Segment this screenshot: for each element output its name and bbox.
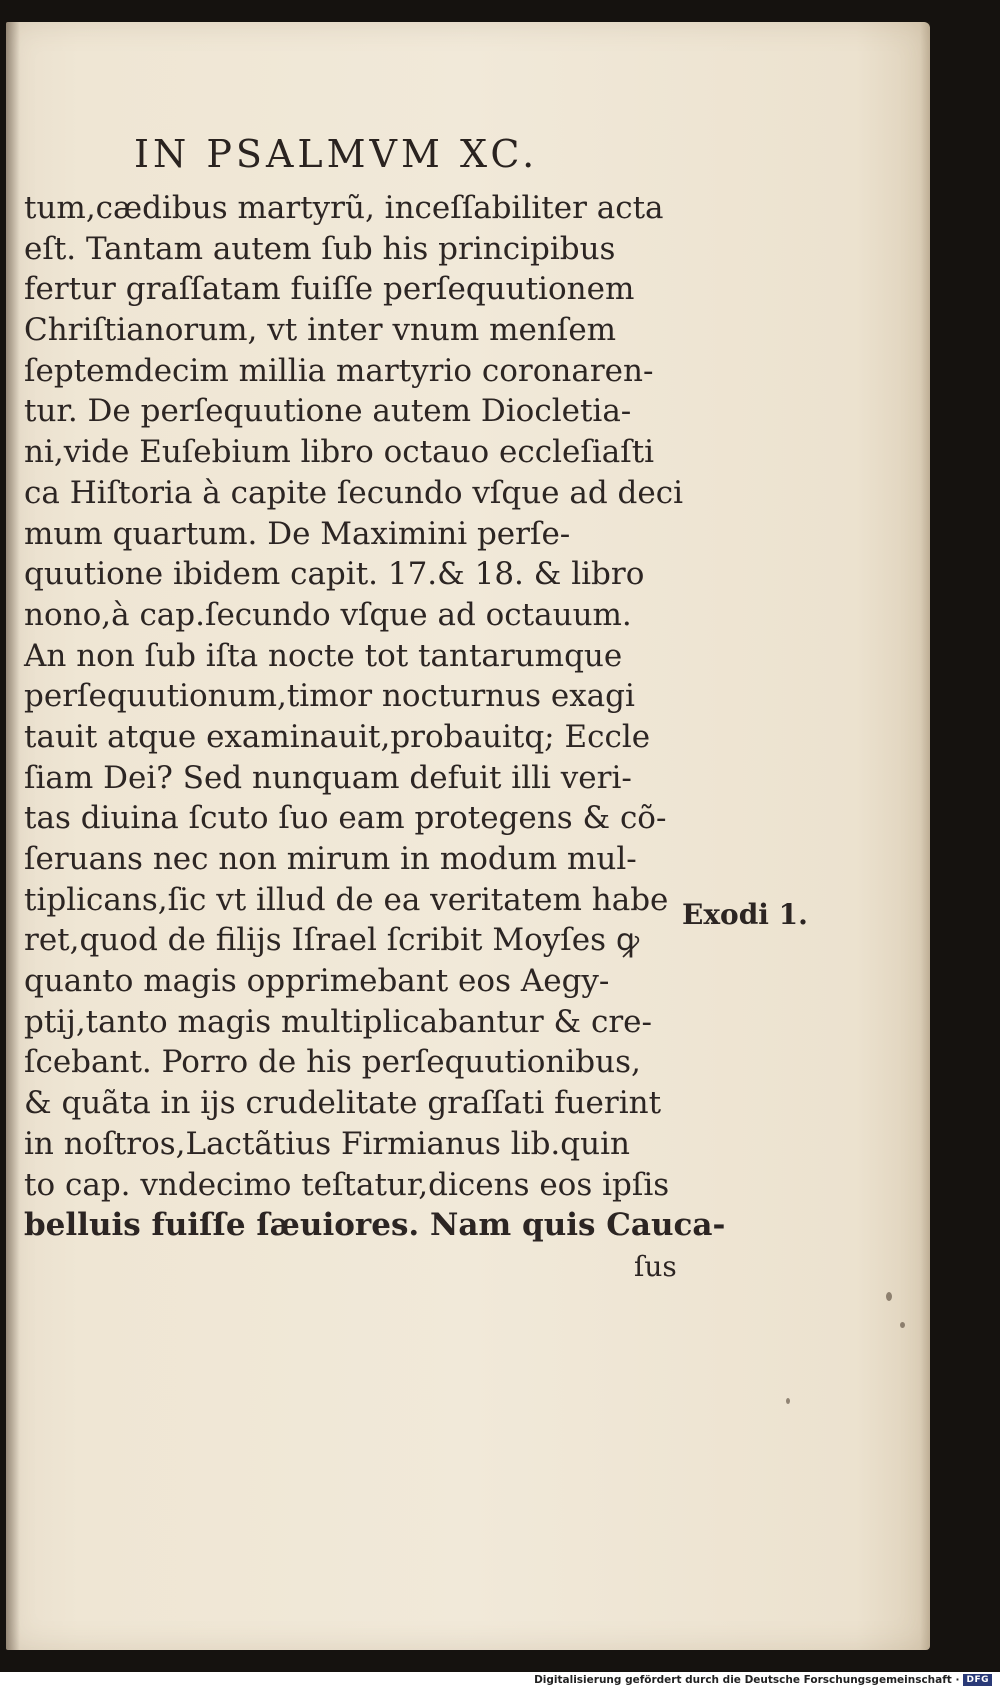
text-line: tiplicans,ſic vt illud de ea veritatem habe bbox=[24, 881, 669, 918]
text-line: tur. De perſequutione autem Diocletia- bbox=[24, 393, 632, 430]
ink-speck bbox=[900, 1322, 905, 1328]
text-line: ret,quod de filijs Iſrael ſcribit Moyſes ꝙ bbox=[24, 922, 640, 959]
text-line: ſiam Dei? Sed nunquam defuit illi veri- bbox=[24, 759, 632, 796]
text-line: quutione ibidem capit. 17.& 18. & libro bbox=[24, 556, 645, 593]
running-head: IN PSALMVM XC. bbox=[134, 132, 539, 176]
text-line: ſeruans nec non mirum in modum mul- bbox=[24, 841, 637, 877]
margin-note: Exodi 1. bbox=[682, 898, 808, 931]
text-line: belluis fuiſſe ſæuiores. Nam quis Cauca- bbox=[24, 1207, 726, 1244]
text-line: An non ſub iſta nocte tot tantarumque bbox=[24, 637, 623, 674]
text-line: ſcebant. Porro de his perſequutionibus, bbox=[24, 1044, 641, 1081]
text-line: tauit atque examinauit,probauitq; Eccle bbox=[24, 718, 651, 755]
text-line: in noſtros,Lactãtius Firmianus lib.quin bbox=[24, 1125, 630, 1162]
ink-speck bbox=[886, 1292, 892, 1301]
text-line: tas diuina ſcuto ſuo eam protegens & cõ- bbox=[24, 800, 667, 837]
text-line: nono,à cap.ſecundo vſque ad octauum. bbox=[24, 596, 632, 633]
book-page bbox=[6, 22, 930, 1650]
text-line: ptij,tanto magis multiplicabantur & cre- bbox=[24, 1003, 652, 1040]
credit-text: Digitalisierung gefördert durch die Deutsche Forschungsgemeinschaft · bbox=[534, 1674, 960, 1686]
text-line: perſequutionum,timor nocturnus exagi bbox=[24, 678, 635, 715]
ink-speck bbox=[786, 1398, 790, 1404]
digitization-credit bbox=[534, 1674, 992, 1686]
text-line: ſeptemdecim millia martyrio coronaren- bbox=[24, 352, 654, 389]
text-line: fertur graſſatam fuiſſe perſequutionem bbox=[24, 271, 635, 308]
text-line: mum quartum. De Maximini perſe- bbox=[24, 515, 571, 552]
gutter-shadow bbox=[6, 22, 20, 1650]
text-line: ca Hiſtoria à capite ſecundo vſque ad deci bbox=[24, 474, 684, 511]
text-line: ni,vide Euſebium libro octauo eccleſiaſti bbox=[24, 434, 655, 471]
text-line: quanto magis opprimebant eos Aegy- bbox=[24, 963, 610, 1000]
dfg-logo: DFG bbox=[963, 1674, 992, 1686]
text-line: to cap. vndecimo teſtatur,dicens eos ipſis bbox=[24, 1166, 670, 1203]
catchword: ſus bbox=[634, 1250, 677, 1283]
text-line: tum,cædibus martyrũ, inceſſabiliter acta bbox=[24, 190, 664, 226]
text-line: & quãta in ijs crudelitate graſſati fuerint bbox=[24, 1085, 662, 1122]
text-line: eſt. Tantam autem ſub his principibus bbox=[24, 230, 616, 267]
text-block bbox=[24, 188, 726, 1246]
text-line: Chriſtianorum, vt inter vnum menſem bbox=[24, 312, 617, 349]
page-edge bbox=[920, 22, 930, 1650]
